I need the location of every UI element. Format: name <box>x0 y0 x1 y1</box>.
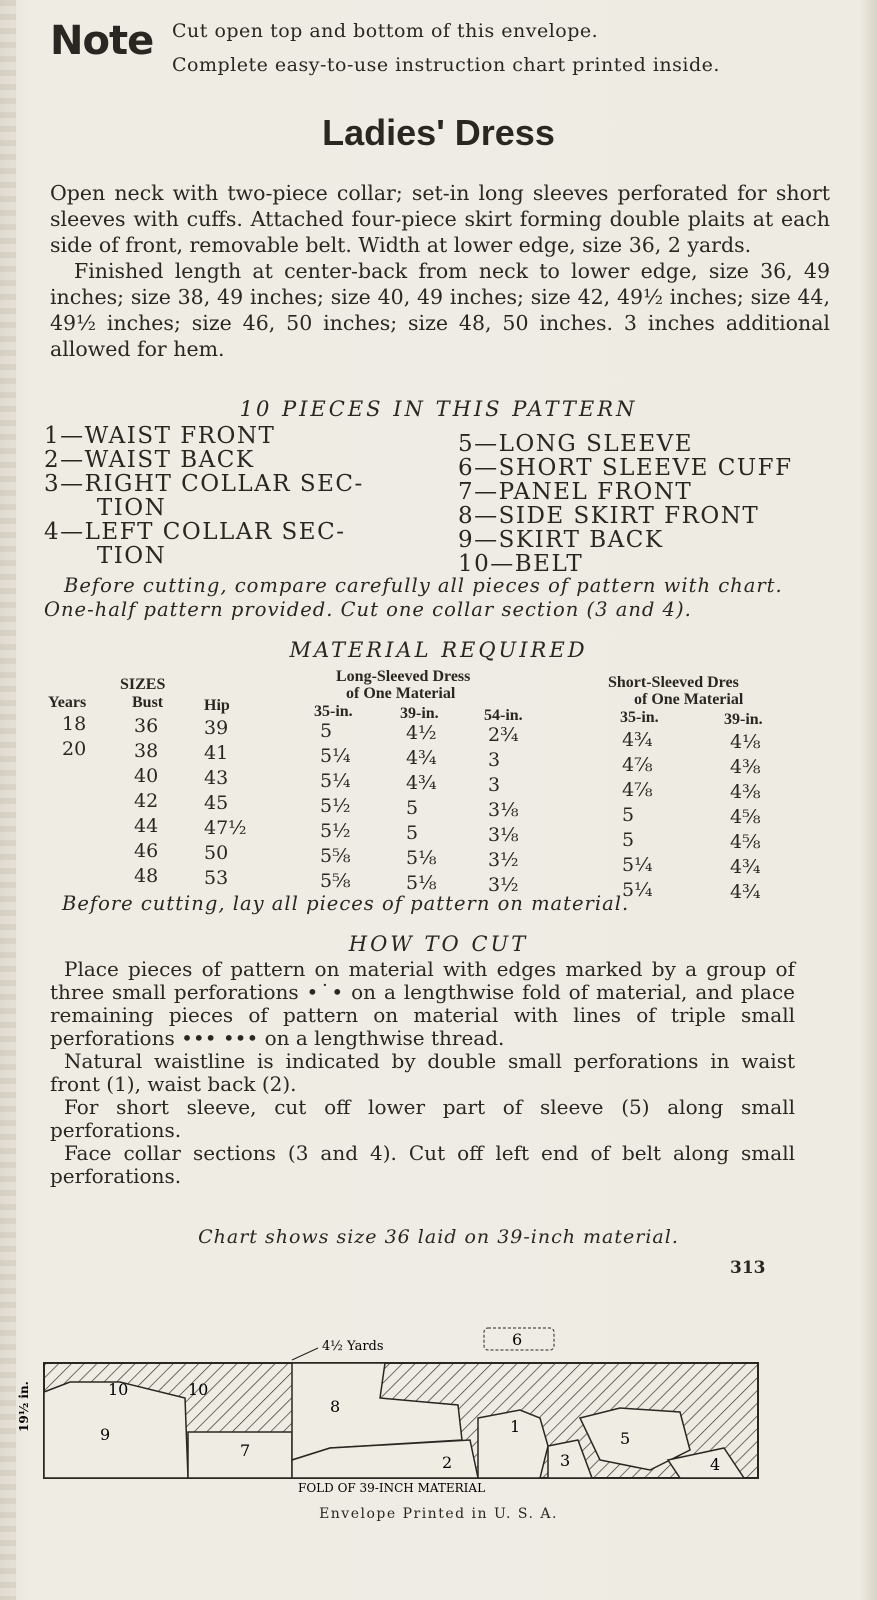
table-cell: 3½ <box>488 849 519 871</box>
table-cell: 5½ <box>320 795 351 817</box>
footer-imprint: Envelope Printed in U. S. A. <box>319 1506 558 1522</box>
table-cell: 44 <box>134 815 159 837</box>
table-cell: 43 <box>204 767 229 789</box>
piece-item: 4—LEFT COLLAR SEC- <box>44 519 346 545</box>
table-cell: 5⅝ <box>320 870 351 892</box>
long-39-column <box>406 721 437 896</box>
table-cell: 4¾ <box>406 747 437 769</box>
table-cell: 47½ <box>204 817 247 839</box>
cutting-layout-diagram <box>0 1320 877 1520</box>
short-39-header: 39-in. <box>724 711 763 728</box>
table-cell: 4¾ <box>406 772 437 794</box>
table-cell: 5¼ <box>320 770 351 792</box>
piece-item: 6—SHORT SLEEVE CUFF <box>458 455 793 481</box>
piece-label: 10 <box>188 1380 209 1399</box>
table-cell: 4⅜ <box>730 781 761 803</box>
short-sleeved-header: Short-Sleeved Dres <box>608 674 739 691</box>
sizes-header: SIZES <box>120 676 166 693</box>
chart-note: Chart shows size 36 laid on 39-inch material. <box>198 1226 679 1248</box>
table-cell: 4⅜ <box>730 756 761 778</box>
piece-item: TION <box>44 543 167 569</box>
note-heading: Note <box>50 18 154 64</box>
table-cell: 5 <box>622 804 635 826</box>
table-cell: 5 <box>406 822 419 844</box>
long-sleeved-header: Long-Sleeved Dress <box>336 668 471 685</box>
table-cell: 36 <box>134 715 159 737</box>
long-material-header: of One Material <box>346 685 456 702</box>
table-cell: 5⅛ <box>406 847 437 869</box>
compare-note-line-1: Before cutting, compare carefully all pieces of pattern with chart. <box>64 574 783 597</box>
piece-label: 1 <box>510 1417 521 1436</box>
how-to-cut-heading: HOW TO CUT <box>348 932 529 956</box>
table-cell: 4⅞ <box>622 779 653 801</box>
piece-item: 8—SIDE SKIRT FRONT <box>458 503 760 529</box>
lay-note: Before cutting, lay all pieces of pattern on material. <box>62 892 630 915</box>
table-cell: 3⅛ <box>488 824 519 846</box>
piece-label: 4 <box>710 1455 721 1474</box>
table-cell: 41 <box>204 742 229 764</box>
piece-label: 3 <box>560 1451 571 1470</box>
description-paragraph-1: Open neck with two-piece collar; set-in long sleeves perforated for short sleeves with cuffs. Attached four-piece skirt forming double plaits at each side of front, removable belt. Width at lower edge, size 36, 2 yards. <box>50 181 830 257</box>
note-line-1: Cut open top and bottom of this envelope. <box>172 20 599 42</box>
hip-header: Hip <box>204 697 230 714</box>
piece-item: 7—PANEL FRONT <box>458 479 693 505</box>
piece-label: 2 <box>442 1453 453 1472</box>
how-to-cut-paragraph-1: Place pieces of pattern on material with edges marked by a group of three small perforations •˙• on a lengthwise fold of material, and place remaining pieces of pattern on material with lines of triple small perforations ••• ••• on a lengthwise thread. <box>50 957 795 1050</box>
years-column <box>62 712 86 762</box>
table-cell: 3 <box>488 774 501 796</box>
description-paragraph-2: Finished length at center-back from neck to lower edge, size 36, 49 inches; size 38, 49 inches; size 40, 49 inches; size 42, 49½ inches; size 44, 49½ inches; size 46, 50 inches; size 48, 50 inches. 3 inches additional allowed for hem. <box>50 259 830 361</box>
bust-column <box>134 714 158 889</box>
long-54-header: 54-in. <box>484 707 523 724</box>
piece-label: 7 <box>240 1441 251 1460</box>
fold-label: FOLD OF 39-INCH MATERIAL <box>298 1481 486 1495</box>
long-39-header: 39-in. <box>400 705 439 722</box>
piece-item: TION <box>44 495 167 521</box>
table-cell: 4¾ <box>730 881 761 903</box>
yards-arrow-icon <box>292 1348 318 1360</box>
short-35-column <box>622 728 653 903</box>
cuff-piece-label: 6 <box>512 1330 523 1349</box>
table-cell: 4¾ <box>622 729 653 751</box>
table-cell: 5½ <box>320 820 351 842</box>
table-cell: 5 <box>406 797 419 819</box>
material-heading: MATERIAL REQUIRED <box>289 638 588 662</box>
table-cell: 18 <box>62 713 87 735</box>
description <box>50 180 830 362</box>
years-header: Years <box>48 694 87 711</box>
table-cell: 38 <box>134 740 159 762</box>
table-cell: 5 <box>622 829 635 851</box>
short-material-header: of One Material <box>634 691 744 708</box>
piece-item: 10—BELT <box>458 551 584 577</box>
table-cell: 4⅞ <box>622 754 653 776</box>
long-35-column <box>320 719 351 894</box>
table-cell: 39 <box>204 717 229 739</box>
table-cell: 46 <box>134 840 159 862</box>
piece-item: 5—LONG SLEEVE <box>458 431 694 457</box>
table-cell: 5 <box>320 720 333 742</box>
pattern-number: 313 <box>730 1258 766 1278</box>
width-label: 19½ in. <box>17 1381 31 1432</box>
piece-item: 2—WAIST BACK <box>44 447 255 473</box>
compare-note-line-2: One-half pattern provided. Cut one collar section (3 and 4). <box>44 598 692 621</box>
how-to-cut-paragraph-4: Face collar sections (3 and 4). Cut off left end of belt along small perforations. <box>50 1141 795 1188</box>
hip-column <box>204 716 247 891</box>
long-54-column <box>488 723 519 898</box>
table-cell: 40 <box>134 765 159 787</box>
how-to-cut-paragraph-3: For short sleeve, cut off lower part of sleeve (5) along small perforations. <box>50 1095 795 1142</box>
table-cell: 48 <box>134 865 159 887</box>
table-cell: 42 <box>134 790 159 812</box>
how-to-cut-text <box>50 958 795 1188</box>
table-cell: 5⅛ <box>406 872 437 894</box>
note-line-2: Complete easy-to-use instruction chart printed inside. <box>172 54 720 76</box>
table-cell: 4⅝ <box>730 831 761 853</box>
table-cell: 3⅛ <box>488 799 519 821</box>
piece-item: 3—RIGHT COLLAR SEC- <box>44 471 364 497</box>
compare-note <box>44 574 824 622</box>
yards-label: 4½ Yards <box>322 1339 384 1354</box>
page-title: Ladies' Dress <box>322 112 555 153</box>
short-35-header: 35-in. <box>620 709 659 726</box>
piece-label: 8 <box>330 1397 341 1416</box>
table-cell: 4½ <box>406 722 437 744</box>
table-cell: 4¾ <box>730 856 761 878</box>
how-to-cut-paragraph-2: Natural waistline is indicated by double small perforations in waist front (1), waist back (2). <box>50 1049 795 1096</box>
table-cell: 4⅛ <box>730 731 761 753</box>
pieces-list-left <box>44 424 364 568</box>
table-cell: 5¼ <box>622 879 653 901</box>
pieces-list-right <box>458 432 793 576</box>
table-cell: 3½ <box>488 874 519 896</box>
piece-label: 5 <box>620 1429 631 1448</box>
piece-label: 10 <box>108 1380 129 1399</box>
piece-label: 9 <box>100 1425 111 1444</box>
short-39-column <box>730 730 761 905</box>
piece-item: 9—SKIRT BACK <box>458 527 664 553</box>
table-cell: 5⅝ <box>320 845 351 867</box>
table-cell: 45 <box>204 792 229 814</box>
table-cell: 50 <box>204 842 229 864</box>
bust-header: Bust <box>132 694 164 711</box>
table-cell: 53 <box>204 867 229 889</box>
table-cell: 3 <box>488 749 501 771</box>
table-cell: 5¼ <box>320 745 351 767</box>
table-cell: 2¾ <box>488 724 519 746</box>
long-35-header: 35-in. <box>314 703 353 720</box>
table-cell: 4⅝ <box>730 806 761 828</box>
table-cell: 5¼ <box>622 854 653 876</box>
piece-item: 1—WAIST FRONT <box>44 423 276 449</box>
table-cell: 20 <box>62 738 87 760</box>
pieces-heading: 10 PIECES IN THIS PATTERN <box>239 397 638 421</box>
